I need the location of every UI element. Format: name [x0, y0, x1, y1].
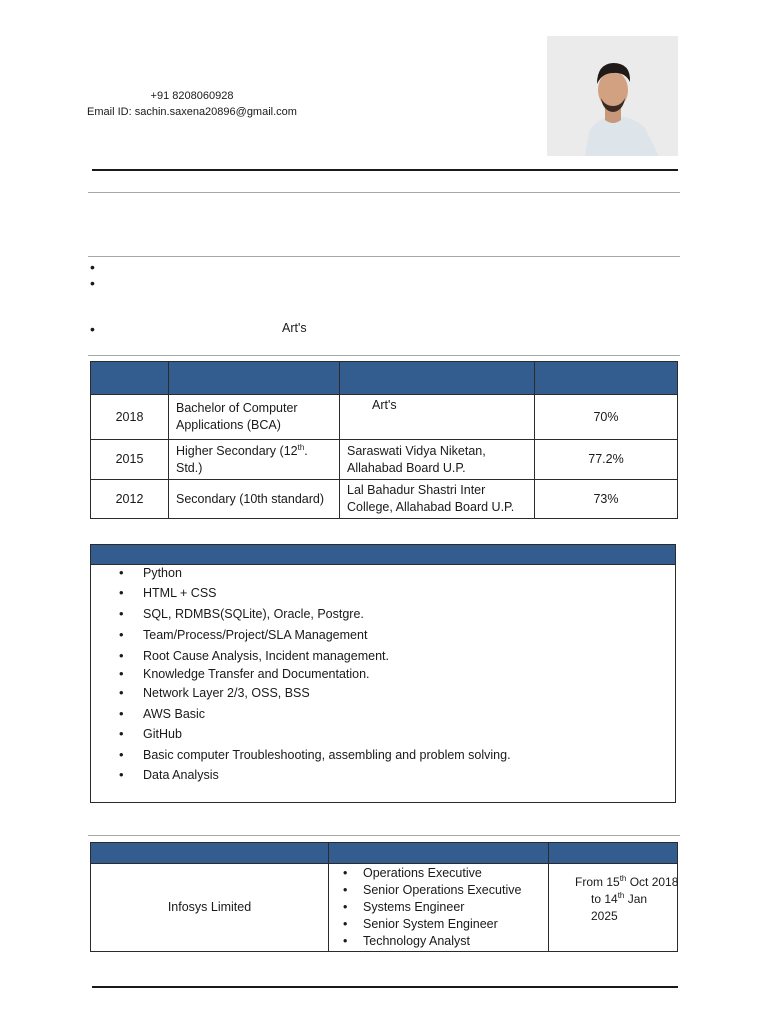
education-year: 2015 [91, 440, 169, 480]
email-line [0, 104, 384, 120]
experience-table [90, 842, 678, 952]
education-qualification: Secondary (10th standard) [169, 480, 340, 519]
experience-header-row [91, 843, 678, 864]
table-row [91, 480, 678, 519]
email-address[interactable]: sachin.saxena20896@gmail.com [134, 106, 297, 118]
email-label: Email ID: [87, 106, 135, 118]
roles-list [333, 865, 544, 950]
table-row [91, 395, 678, 440]
section-rule-1 [88, 192, 680, 193]
list-item: • Senior Operations Executive [333, 882, 544, 899]
list-item: • Network Layer 2/3, OSS, BSS [143, 685, 310, 701]
experience-period [549, 864, 678, 952]
contact-block [0, 88, 384, 120]
education-score: 77.2% [535, 440, 678, 480]
skills-section [90, 544, 676, 803]
table-row [91, 440, 678, 480]
profile-photo [547, 36, 678, 156]
education-header-cell [91, 362, 169, 395]
list-item: • Technology Analyst [333, 933, 544, 950]
list-item: • Knowledge Transfer and Documentation. [143, 666, 370, 682]
education-institute: Art's [340, 395, 535, 440]
table-row [91, 864, 678, 952]
education-qualification: Higher Secondary (12th. Std.) [169, 440, 340, 480]
education-score: 70% [535, 395, 678, 440]
list-item: • GitHub [143, 726, 182, 742]
summary-bullet-1: • [90, 259, 95, 275]
period-year: 2025 [591, 909, 618, 923]
education-year: 2012 [91, 480, 169, 519]
education-header-cell [340, 362, 535, 395]
period-to: to 14th Jan [591, 891, 648, 906]
period-from: From 15th Oct 2018 [575, 874, 679, 889]
education-qualification: Bachelor of Computer Applications (BCA) [169, 395, 340, 440]
list-item: • HTML + CSS [143, 585, 217, 601]
experience-company: Infosys Limited [91, 864, 329, 952]
list-item: • Senior System Engineer [333, 916, 544, 933]
footer-divider [92, 986, 678, 988]
experience-roles-cell [329, 864, 549, 952]
education-table [90, 361, 678, 519]
education-score: 73% [535, 480, 678, 519]
education-year: 2018 [91, 395, 169, 440]
header-divider [92, 169, 678, 171]
section-rule-3 [88, 355, 680, 356]
list-item: • Operations Executive [333, 865, 544, 882]
education-institute: Saraswati Vidya Niketan, Allahabad Board U.P. [340, 440, 535, 480]
list-item: • Python [143, 565, 182, 581]
list-item: • Data Analysis [143, 767, 219, 783]
list-item: • Basic computer Troubleshooting, assembling and problem solving. [143, 747, 511, 763]
section-rule-2 [88, 256, 680, 257]
list-item: • Team/Process/Project/SLA Management [143, 627, 367, 643]
list-item: • SQL, RDMBS(SQLite), Oracle, Postgre. [143, 606, 364, 622]
list-item: • Root Cause Analysis, Incident management. [143, 648, 389, 664]
summary-bullet-2: • [90, 275, 95, 291]
education-header-cell [535, 362, 678, 395]
experience-header-cell [549, 843, 678, 864]
section-rule-4 [88, 835, 680, 836]
education-header-row [91, 362, 678, 395]
education-institute: Lal Bahadur Shastri Inter College, Allahabad Board U.P. [340, 480, 535, 519]
stream-bullet: • [90, 321, 95, 337]
list-item: • AWS Basic [143, 706, 205, 722]
education-header-cell [169, 362, 340, 395]
profile-photo-image [547, 36, 678, 156]
list-item: • Systems Engineer [333, 899, 544, 916]
experience-header-cell [329, 843, 549, 864]
phone-number: +91 8208060928 [150, 90, 234, 102]
skills-header-bar [91, 545, 675, 565]
stream-text: Art's [282, 321, 307, 335]
experience-header-cell [91, 843, 329, 864]
